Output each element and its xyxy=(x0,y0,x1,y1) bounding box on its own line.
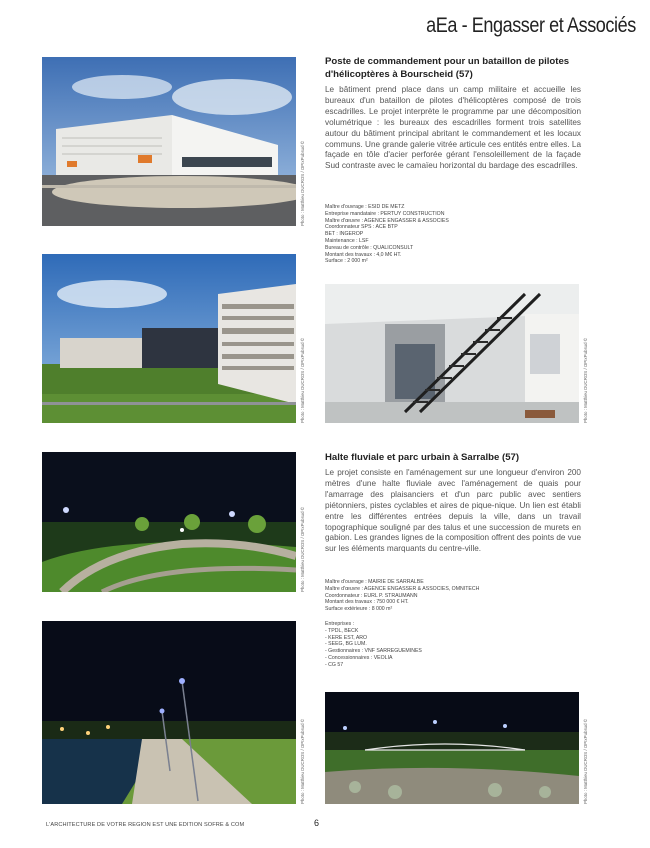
photo-credit: Photo : Matthieu DUCROS / OPIxPubsud © xyxy=(300,719,305,804)
credit-line: Maître d'ouvrage : MAIRIE DE SARRALBE xyxy=(325,579,424,585)
footer-publisher: L'ARCHITECTURE DE VOTRE REGION EST UNE EDITION SOFRE & COM xyxy=(46,822,245,828)
photo-credit: Photo : Matthieu DUCROS / OPIxPubsud © xyxy=(583,719,588,804)
credit-line: Maître d'ouvrage : ESID DE METZ xyxy=(325,204,405,210)
credit-line: Maintenance : LSF xyxy=(325,237,369,244)
photo-credit: Photo : Matthieu DUCROS / OPIxPubsud © xyxy=(583,338,588,423)
credit-line: BET : INGEROP xyxy=(325,231,364,238)
photo-credit: Photo : Matthieu DUCROS / OPIxPubsud © xyxy=(300,141,305,226)
contractor-line: - Concessionnaires : VEOLIA xyxy=(325,654,393,661)
credit-line: Montant des travaux : 750 000 € HT. xyxy=(325,599,409,606)
credit-line: Entreprise mandataire : PERTUY CONSTRUCTION xyxy=(325,210,445,217)
contractor-line: - TPDL, BECK xyxy=(325,627,359,634)
photo-footbridge-night xyxy=(325,692,579,804)
article-body: Le projet consiste en l'aménagement sur une longueur d'environ 200 mètres d'une halte fluviale avec l'aménagement de quais pour l'amarrage des plaisanciers et d'un parc public avec sentiers piétonniers, pistes cyclables et aires de pique-nique. Un lien est établi entre les différentes entrées depuis la ville, dans un travail topographique souligné par des talus et une succession de murets en gabion. Les grandes lignes de la composition offrent des points de vue sur les éléments marquants du centre-ville. xyxy=(325,468,581,554)
credit-line: Bureau de contrôle : QUALICONSULT xyxy=(325,244,414,251)
credit-line: Montant des travaux : 4,0 M€ HT. xyxy=(325,251,402,258)
photo-quay-night xyxy=(42,621,296,804)
photo-building-exterior xyxy=(42,57,296,226)
credit-line: Coordonnateur SPS : ACE BTP xyxy=(325,224,398,231)
contractor-line: - Gestionnaires : VNF SARREGUEMINES xyxy=(325,648,422,655)
photo-credit: Photo : Matthieu DUCROS / OPIxPubsud © xyxy=(300,507,305,592)
contractor-line: - KERE EST, ARO xyxy=(325,634,368,641)
project-credits xyxy=(325,579,545,613)
photo-credit: Photo : Matthieu DUCROS / OPIxPubsud © xyxy=(300,338,305,423)
credit-line: Surface : 2 000 m² xyxy=(325,258,368,265)
page-number: 6 xyxy=(314,818,320,828)
contractors-list xyxy=(325,621,525,669)
credit-line: Coordonnateur : EURL P. STRAUMANN xyxy=(325,592,418,599)
contractor-line: - SEEG, BG LUM. xyxy=(325,641,367,648)
brand-title: aEa - Engasser et Associés xyxy=(426,14,636,37)
credit-line: Maître d'œuvre : AGENCE ENGASSER & ASSOCIES xyxy=(325,217,449,224)
contractors-heading: Entreprises : xyxy=(325,621,355,627)
contractor-line: - CG 57 xyxy=(325,661,344,668)
credit-line: Surface extérieure : 8 000 m² xyxy=(325,606,393,613)
article-body: Le bâtiment prend place dans un camp militaire et accueille les bureaux d'un bataillon de pilotes d'hélicoptères composé de trois escadrilles. Le projet interprète le programme par une décomposition volumétrique : les bureaux des escadrilles forment trois satellites autour du bâtiment principal abritant le commandement et les locaux communs. Une grande galerie vitrée articule ces entités entre elles. La façade en tôle d'acier perforée gérant l'ensoleillement de la façade Sud contraste avec le camaïeu horizontal du bardage des escadrilles. xyxy=(325,85,581,171)
credit-line: Maître d'œuvre : AGENCE ENGASSER & ASSOCIES, OMNITECH xyxy=(325,585,480,592)
photo-building-facade xyxy=(42,254,296,423)
article-title: Poste de commandement pour un bataillon de pilotes d'hélicoptères à Bourscheid (57) xyxy=(325,56,570,80)
photo-staircase-interior xyxy=(325,284,579,423)
project-credits xyxy=(325,204,525,265)
article-title: Halte fluviale et parc urbain à Sarralbe (57) xyxy=(325,452,520,463)
photo-park-night xyxy=(42,452,296,592)
